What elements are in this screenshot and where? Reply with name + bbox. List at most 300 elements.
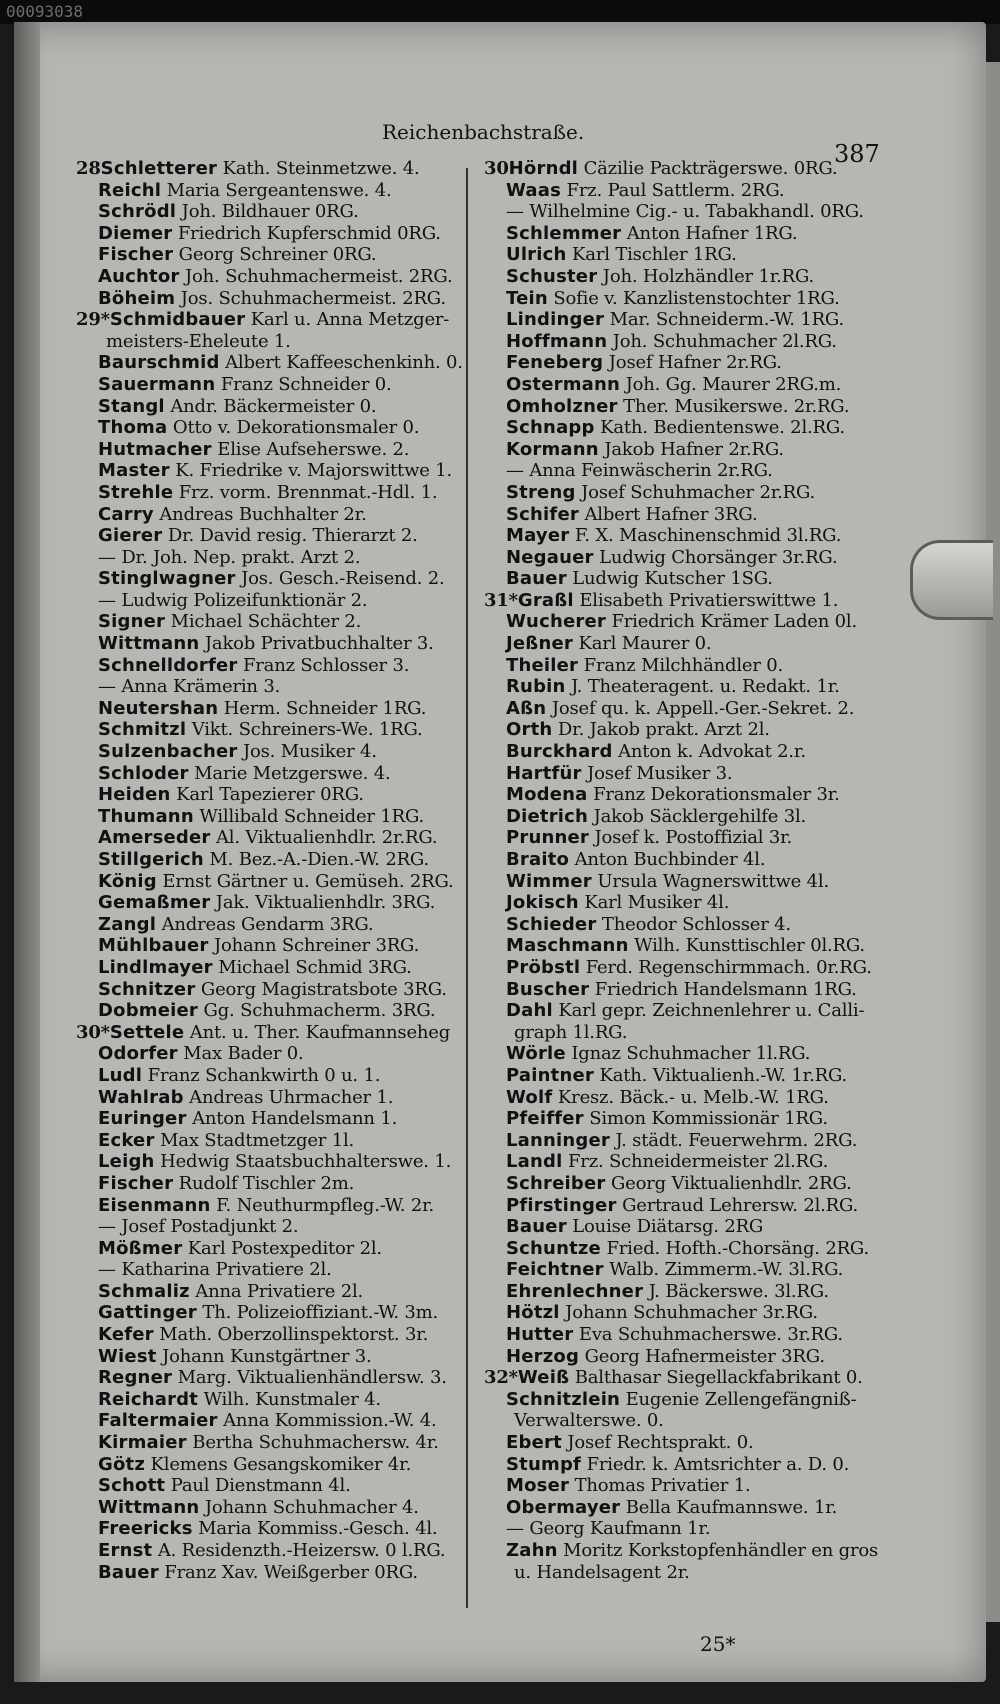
resident-details: Friedr. k. Amtsrichter a. D. 0. xyxy=(581,1453,850,1475)
page-fore-edge xyxy=(986,62,1000,1622)
resident-surname: Wucherer xyxy=(506,611,606,633)
resident-details: M. Bez.-A.-Dien.-W. 2RG. xyxy=(203,849,429,870)
resident-surname: Ludl xyxy=(98,1064,143,1086)
resident-details: Ant. u. Ther. Kaufmannseheg xyxy=(184,1021,451,1043)
directory-entry xyxy=(76,1410,516,1432)
resident-surname: Streng xyxy=(506,481,576,503)
directory-entry xyxy=(76,1324,516,1346)
resident-details: Ferd. Regenschirmmach. 0r.RG. xyxy=(580,956,872,978)
directory-entry xyxy=(484,158,924,180)
resident-details: Wilh. Kunstmaler 4. xyxy=(198,1388,381,1410)
directory-entry xyxy=(484,1043,924,1065)
resident-surname: Mößmer xyxy=(98,1237,183,1259)
resident-details: u. Handelsagent 2r. xyxy=(514,1561,690,1583)
resident-surname: Waas xyxy=(506,179,562,201)
resident-details: Franz Schankwirth 0 u. 1. xyxy=(142,1064,381,1086)
directory-entry xyxy=(484,1000,924,1022)
resident-details: Simon Kommissionär 1RG. xyxy=(583,1108,828,1130)
directory-entry xyxy=(484,1410,924,1432)
resident-details: Dr. David resig. Thierarzt 2. xyxy=(162,525,418,547)
directory-entry xyxy=(76,439,516,461)
resident-details: Elisabeth Privatierswittwe 1. xyxy=(573,589,839,611)
resident-surname: Schlemmer xyxy=(506,222,622,244)
resident-details: Anna Privatiere 2l. xyxy=(189,1280,364,1302)
directory-entry xyxy=(76,1367,516,1389)
directory-entry xyxy=(484,1367,924,1389)
resident-surname: Hörndl xyxy=(508,158,579,179)
directory-entry xyxy=(76,698,516,720)
directory-entry xyxy=(76,266,516,288)
directory-entry xyxy=(76,1562,516,1584)
right-column xyxy=(484,158,924,1583)
resident-details: Ludwig Chorsänger 3r.RG. xyxy=(593,546,838,568)
resident-surname: Pfirstinger xyxy=(506,1194,617,1216)
directory-entry xyxy=(76,1454,516,1476)
resident-surname: Heiden xyxy=(98,784,171,806)
resident-details: Franz Schneider 0. xyxy=(215,373,392,395)
page-gutter xyxy=(14,22,40,1682)
directory-entry xyxy=(76,482,516,504)
resident-surname: Jokisch xyxy=(506,892,579,914)
resident-surname: Wimmer xyxy=(506,870,592,892)
resident-details: Eva Schuhmacherswe. 3r.RG. xyxy=(573,1324,843,1346)
signature-mark: 25* xyxy=(700,1632,736,1656)
resident-surname: Hartfür xyxy=(506,762,582,784)
resident-details: Johann Kunstgärtner 3. xyxy=(156,1345,372,1367)
resident-details: Karl u. Anna Metzger- xyxy=(245,309,450,331)
directory-entry xyxy=(76,1389,516,1411)
house-number: 28 xyxy=(76,158,101,179)
directory-entry xyxy=(484,309,924,331)
directory-entry xyxy=(484,1022,924,1044)
resident-surname: Settele xyxy=(109,1021,185,1043)
resident-details: Ursula Wagnerswittwe 4l. xyxy=(591,870,829,892)
resident-surname: Dobmeier xyxy=(98,1000,199,1022)
resident-surname: Feneberg xyxy=(506,352,604,374)
resident-details: Jakob Privatbuchhalter 3. xyxy=(199,633,434,655)
resident-details: Ernst Gärtner u. Gemüseh. 2RG. xyxy=(156,870,454,892)
resident-surname: Gierer xyxy=(98,525,163,547)
resident-details: Jak. Viktualienhdlr. 3RG. xyxy=(210,892,436,914)
resident-details: Al. Viktualienhdlr. 2r.RG. xyxy=(210,827,438,849)
directory-entry xyxy=(484,849,924,871)
directory-entry xyxy=(76,1238,516,1260)
directory-entry xyxy=(76,784,516,806)
resident-surname: Lindlmayer xyxy=(98,956,213,978)
directory-entry xyxy=(484,871,924,893)
resident-surname: Auchtor xyxy=(98,265,180,287)
resident-surname: Jeßner xyxy=(506,633,573,655)
resident-surname: Stillgerich xyxy=(98,849,204,870)
resident-surname: Schieder xyxy=(506,913,597,935)
directory-entry xyxy=(76,180,516,202)
resident-details: Louise Diätarsg. 2RG xyxy=(566,1216,764,1238)
resident-surname: Leigh xyxy=(98,1151,155,1173)
resident-surname: Stangl xyxy=(98,395,165,417)
running-header: Reichenbachstraße. xyxy=(382,120,585,144)
resident-surname: Aßn xyxy=(506,697,547,719)
resident-details: Sofie v. Kanzlistenstochter 1RG. xyxy=(547,287,840,309)
resident-details: Kath. Viktualienh.-W. 1r.RG. xyxy=(593,1064,848,1086)
resident-surname: Bauer xyxy=(506,568,567,590)
resident-surname: Ebert xyxy=(506,1432,562,1454)
resident-details: Johann Schuhmacher 4. xyxy=(199,1496,419,1518)
resident-details: Ther. Musikerswe. 2r.RG. xyxy=(617,395,850,417)
resident-surname: Schloder xyxy=(98,762,189,784)
directory-entry xyxy=(484,1238,924,1260)
directory-entry xyxy=(484,1518,924,1540)
resident-surname: Schifer xyxy=(506,503,579,525)
directory-entry xyxy=(484,547,924,569)
resident-details: Anton Handelsmann 1. xyxy=(186,1108,398,1130)
resident-details: J. Bäckerswe. 3l.RG. xyxy=(643,1280,829,1302)
resident-surname: Mühlbauer xyxy=(98,935,209,957)
directory-entry xyxy=(76,568,516,590)
resident-details: Josef Schuhmacher 2r.RG. xyxy=(575,481,816,503)
resident-surname: Tein xyxy=(506,287,548,309)
directory-entry xyxy=(76,1540,516,1562)
directory-entry xyxy=(76,547,516,569)
resident-details: Frz. Schneidermeister 2l.RG. xyxy=(562,1151,829,1173)
resident-surname: Ulrich xyxy=(506,244,567,266)
resident-details: Friedrich Kupferschmid 0RG. xyxy=(172,222,441,244)
directory-entry xyxy=(484,352,924,374)
directory-entry xyxy=(484,525,924,547)
resident-details: Ignaz Schuhmacher 1l.RG. xyxy=(565,1043,811,1065)
resident-details: — Ludwig Polizeifunktionär 2. xyxy=(98,589,368,611)
resident-surname: Feichtner xyxy=(506,1259,604,1281)
directory-entry xyxy=(484,1475,924,1497)
resident-details: J. Theateragent. u. Redakt. 1r. xyxy=(565,676,840,698)
house-number: 30* xyxy=(76,1021,110,1043)
house-number: 29* xyxy=(76,309,110,331)
resident-surname: Eisenmann xyxy=(98,1194,211,1216)
directory-entry xyxy=(76,1022,516,1044)
resident-details: Vikt. Schreiners-We. 1RG. xyxy=(186,719,423,741)
resident-surname: Diemer xyxy=(98,222,173,244)
scan-header-bar xyxy=(0,0,1000,24)
directory-entry xyxy=(484,482,924,504)
resident-surname: Wolf xyxy=(506,1086,553,1108)
resident-details: Andreas Uhrmacher 1. xyxy=(183,1086,394,1108)
resident-surname: Gemaßmer xyxy=(98,892,211,914)
resident-details: Friedrich Handelsmann 1RG. xyxy=(589,978,857,1000)
resident-surname: Modena xyxy=(506,784,588,806)
resident-details: Theodor Schlosser 4. xyxy=(596,913,791,935)
resident-surname: Schrödl xyxy=(98,201,177,223)
directory-entry xyxy=(76,1151,516,1173)
resident-surname: Kefer xyxy=(98,1324,154,1346)
resident-surname: Prunner xyxy=(506,827,589,849)
directory-entry xyxy=(76,871,516,893)
resident-details: Moritz Korkstopfenhändler en gros xyxy=(557,1540,879,1561)
resident-details: Albert Hafner 3RG. xyxy=(578,503,758,525)
resident-details: Josef k. Postoffizial 3r. xyxy=(589,827,793,849)
resident-details: Max Bader 0. xyxy=(177,1043,304,1065)
resident-details: Elise Aufseherswe. 2. xyxy=(211,438,410,460)
resident-details: Joh. Gg. Maurer 2RG.m. xyxy=(620,373,842,395)
resident-details: Michael Schächter 2. xyxy=(165,611,362,633)
directory-entry xyxy=(484,590,924,612)
binder-clip xyxy=(910,540,993,620)
resident-surname: Schreiber xyxy=(506,1172,606,1194)
resident-details: Bertha Schuhmachersw. 4r. xyxy=(186,1432,439,1454)
resident-surname: Amerseder xyxy=(98,827,211,849)
resident-details: — Anna Krämerin 3. xyxy=(98,676,281,698)
directory-entry xyxy=(484,1497,924,1519)
directory-entry xyxy=(484,1087,924,1109)
resident-details: Friedrich Krämer Laden 0l. xyxy=(605,611,857,633)
resident-details: Verwalterswe. 0. xyxy=(514,1410,664,1432)
page-number: 387 xyxy=(834,140,880,168)
resident-details: Karl gepr. Zeichnenlehrer u. Calli- xyxy=(552,1000,865,1022)
directory-entry xyxy=(76,935,516,957)
resident-details: F. X. Maschinenschmid 3l.RG. xyxy=(569,525,842,547)
left-column xyxy=(76,158,516,1583)
resident-surname: Reichl xyxy=(98,179,162,201)
resident-surname: Paintner xyxy=(506,1064,594,1086)
resident-surname: Bauer xyxy=(506,1216,567,1238)
resident-details: — Georg Kaufmann 1r. xyxy=(506,1518,711,1540)
resident-details: K. Friedrike v. Majorswittwe 1. xyxy=(169,460,453,482)
resident-details: Albert Kaffeeschenkinh. 0. xyxy=(219,352,463,374)
directory-entry xyxy=(484,331,924,353)
resident-details: Ludwig Kutscher 1SG. xyxy=(566,568,773,590)
directory-entry xyxy=(484,914,924,936)
resident-surname: Fischer xyxy=(98,244,174,266)
resident-surname: Wittmann xyxy=(98,633,200,655)
directory-entry xyxy=(484,957,924,979)
resident-details: Anna Kommission.-W. 4. xyxy=(217,1410,437,1432)
resident-details: Marg. Viktualienhändlersw. 3. xyxy=(172,1367,447,1389)
directory-entry xyxy=(76,1065,516,1087)
resident-details: Jos. Musiker 4. xyxy=(237,741,377,763)
resident-details: Kath. Steinmetzwe. 4. xyxy=(217,158,420,179)
directory-entry xyxy=(484,1346,924,1368)
resident-details: Andreas Buchhalter 2r. xyxy=(153,503,367,525)
directory-entry xyxy=(76,590,516,612)
resident-details: Karl Postexpeditor 2l. xyxy=(182,1237,382,1259)
resident-surname: Euringer xyxy=(98,1108,187,1130)
directory-entry xyxy=(76,1281,516,1303)
resident-details: — Anna Feinwäscherin 2r.RG. xyxy=(506,460,773,482)
directory-entry xyxy=(484,611,924,633)
resident-details: Klemens Gesangskomiker 4r. xyxy=(145,1453,412,1475)
resident-details: Karl Tischler 1RG. xyxy=(566,244,737,266)
directory-entry xyxy=(76,374,516,396)
directory-entry xyxy=(484,935,924,957)
resident-surname: Pfeiffer xyxy=(506,1108,584,1130)
resident-details: F. Neuthurmpfleg.-W. 2r. xyxy=(210,1194,435,1216)
resident-details: Jos. Gesch.-Reisend. 2. xyxy=(235,568,445,590)
directory-entry xyxy=(76,1130,516,1152)
resident-surname: Weiß xyxy=(517,1367,570,1389)
resident-surname: Stumpf xyxy=(506,1453,582,1475)
resident-surname: Wörle xyxy=(506,1043,566,1065)
resident-surname: Hutmacher xyxy=(98,438,212,460)
resident-surname: Schmaliz xyxy=(98,1280,190,1302)
directory-entry xyxy=(484,1108,924,1130)
directory-entry xyxy=(484,676,924,698)
resident-surname: Maschmann xyxy=(506,935,629,957)
resident-surname: Zangl xyxy=(98,913,157,935)
resident-surname: Kirmaier xyxy=(98,1432,187,1454)
resident-surname: Wiest xyxy=(98,1345,157,1367)
resident-surname: Schnitzer xyxy=(98,978,196,1000)
resident-surname: Wittmann xyxy=(98,1496,200,1518)
directory-entry xyxy=(76,352,516,374)
resident-surname: Hutter xyxy=(506,1324,574,1346)
resident-details: Michael Schmid 3RG. xyxy=(212,956,412,978)
directory-entry xyxy=(76,1259,516,1281)
directory-entry xyxy=(76,201,516,223)
resident-details: Fried. Hofth.-Chorsäng. 2RG. xyxy=(600,1237,869,1259)
resident-details: Jakob Säcklergehilfe 3l. xyxy=(588,805,807,827)
resident-details: Karl Musiker 4l. xyxy=(578,892,730,914)
resident-surname: Hötzl xyxy=(506,1302,560,1324)
directory-entry xyxy=(484,827,924,849)
directory-entry xyxy=(484,741,924,763)
resident-details: Andreas Gendarm 3RG. xyxy=(156,913,374,935)
resident-surname: Baurschmid xyxy=(98,352,220,374)
directory-entry xyxy=(76,1302,516,1324)
directory-entry xyxy=(76,1108,516,1130)
directory-entry xyxy=(484,396,924,418)
directory-entry xyxy=(484,568,924,590)
resident-surname: Böheim xyxy=(98,287,176,309)
resident-surname: Theiler xyxy=(506,654,579,676)
resident-surname: Obermayer xyxy=(506,1496,621,1518)
resident-surname: Buscher xyxy=(506,978,590,1000)
directory-entry xyxy=(484,633,924,655)
resident-surname: Odorfer xyxy=(98,1043,178,1065)
directory-entry xyxy=(76,763,516,785)
resident-details: Gg. Schuhmacherm. 3RG. xyxy=(198,1000,436,1022)
house-number: 30 xyxy=(484,158,509,179)
resident-surname: Rubin xyxy=(506,676,566,698)
directory-entry xyxy=(484,504,924,526)
resident-surname: Schnapp xyxy=(506,417,595,439)
resident-details: Gertraud Lehrersw. 2l.RG. xyxy=(616,1194,859,1216)
directory-entry xyxy=(484,1065,924,1087)
resident-details: A. Residenzth.-Heizersw. 0 l.RG. xyxy=(152,1540,446,1561)
resident-surname: Strehle xyxy=(98,481,174,503)
resident-details: Georg Schreiner 0RG. xyxy=(173,244,377,266)
directory-entry xyxy=(484,266,924,288)
resident-details: Franz Dekorationsmaler 3r. xyxy=(587,784,840,806)
directory-entry xyxy=(76,1497,516,1519)
directory-entry xyxy=(484,1389,924,1411)
directory-entry xyxy=(484,892,924,914)
directory-entry xyxy=(484,1454,924,1476)
resident-details: Johann Schreiner 3RG. xyxy=(208,935,420,957)
resident-surname: Thoma xyxy=(98,417,168,439)
directory-entry xyxy=(484,1432,924,1454)
directory-entry xyxy=(484,1281,924,1303)
resident-details: Math. Oberzollinspektorst. 3r. xyxy=(153,1324,429,1346)
directory-entry xyxy=(76,611,516,633)
resident-surname: Sauermann xyxy=(98,373,216,395)
resident-surname: Wahlrab xyxy=(98,1086,184,1108)
resident-details: Paul Dienstmann 4l. xyxy=(165,1475,351,1497)
resident-details: Anton k. Advokat 2.r. xyxy=(612,741,806,763)
directory-entry xyxy=(76,525,516,547)
directory-entry xyxy=(76,892,516,914)
resident-surname: Carry xyxy=(98,503,154,525)
directory-entry xyxy=(484,244,924,266)
directory-entry xyxy=(484,1173,924,1195)
resident-details: Mar. Schneiderm.-W. 1RG. xyxy=(604,309,844,331)
directory-entry xyxy=(76,417,516,439)
resident-details: Marie Metzgerswe. 4. xyxy=(188,762,391,784)
resident-surname: Sulzenbacher xyxy=(98,741,238,763)
resident-surname: Ostermann xyxy=(506,373,621,395)
resident-surname: Zahn xyxy=(506,1540,558,1561)
resident-details: Franz Milchhändler 0. xyxy=(578,654,784,676)
resident-details: J. städt. Feuerwehrm. 2RG. xyxy=(610,1129,858,1151)
resident-surname: Mayer xyxy=(506,525,570,547)
resident-details: Joh. Holzhändler 1r.RG. xyxy=(597,265,815,287)
directory-entry xyxy=(76,1173,516,1195)
resident-details: Bella Kaufmannswe. 1r. xyxy=(620,1496,838,1518)
directory-entry xyxy=(76,957,516,979)
resident-surname: Dietrich xyxy=(506,805,589,827)
resident-details: Maria Kommiss.-Gesch. 4l. xyxy=(192,1518,438,1540)
directory-entry xyxy=(484,201,924,223)
directory-entry xyxy=(484,1130,924,1152)
resident-details: Willibald Schneider 1RG. xyxy=(193,805,425,827)
directory-entry xyxy=(484,439,924,461)
resident-details: Johann Schuhmacher 3r.RG. xyxy=(559,1302,818,1324)
directory-entry xyxy=(76,223,516,245)
resident-surname: Bauer xyxy=(98,1561,159,1583)
directory-entry xyxy=(76,849,516,871)
directory-entry xyxy=(76,827,516,849)
resident-details: Andr. Bäckermeister 0. xyxy=(164,395,377,417)
resident-details: Franz Schlosser 3. xyxy=(237,654,410,676)
directory-entry xyxy=(76,1195,516,1217)
directory-entry xyxy=(484,784,924,806)
resident-details: Joh. Schuhmachermeist. 2RG. xyxy=(179,265,453,287)
directory-entry xyxy=(76,1087,516,1109)
resident-details: Josef Musiker 3. xyxy=(581,762,733,784)
resident-details: — Wilhelmine Cig.- u. Tabakhandl. 0RG. xyxy=(506,201,864,223)
resident-details: Eugenie Zellengefängniß- xyxy=(620,1388,857,1410)
resident-details: Frz. vorm. Brennmat.-Hdl. 1. xyxy=(173,481,438,503)
resident-surname: Ecker xyxy=(98,1129,155,1151)
resident-details: Georg Viktualienhdlr. 2RG. xyxy=(605,1172,852,1194)
directory-entry xyxy=(76,309,516,331)
directory-entry xyxy=(76,741,516,763)
directory-entry xyxy=(76,1000,516,1022)
resident-details: Rudolf Tischler 2m. xyxy=(173,1172,355,1194)
resident-surname: Schuster xyxy=(506,265,598,287)
resident-surname: Schmidbauer xyxy=(109,309,246,331)
resident-surname: Moser xyxy=(506,1475,570,1497)
resident-surname: Schnelldorfer xyxy=(98,654,238,676)
resident-details: Frz. Paul Sattlerm. 2RG. xyxy=(561,179,785,201)
resident-details: Balthasar Siegellackfabrikant 0. xyxy=(569,1367,863,1389)
directory-entry xyxy=(484,655,924,677)
resident-surname: Neutershan xyxy=(98,697,219,719)
directory-entry xyxy=(484,374,924,396)
resident-surname: Schott xyxy=(98,1475,166,1497)
resident-surname: Freericks xyxy=(98,1518,193,1540)
directory-entry xyxy=(484,1324,924,1346)
resident-details: Kath. Bedientenswe. 2l.RG. xyxy=(594,417,845,439)
resident-surname: Herzog xyxy=(506,1345,580,1367)
directory-entry xyxy=(76,633,516,655)
